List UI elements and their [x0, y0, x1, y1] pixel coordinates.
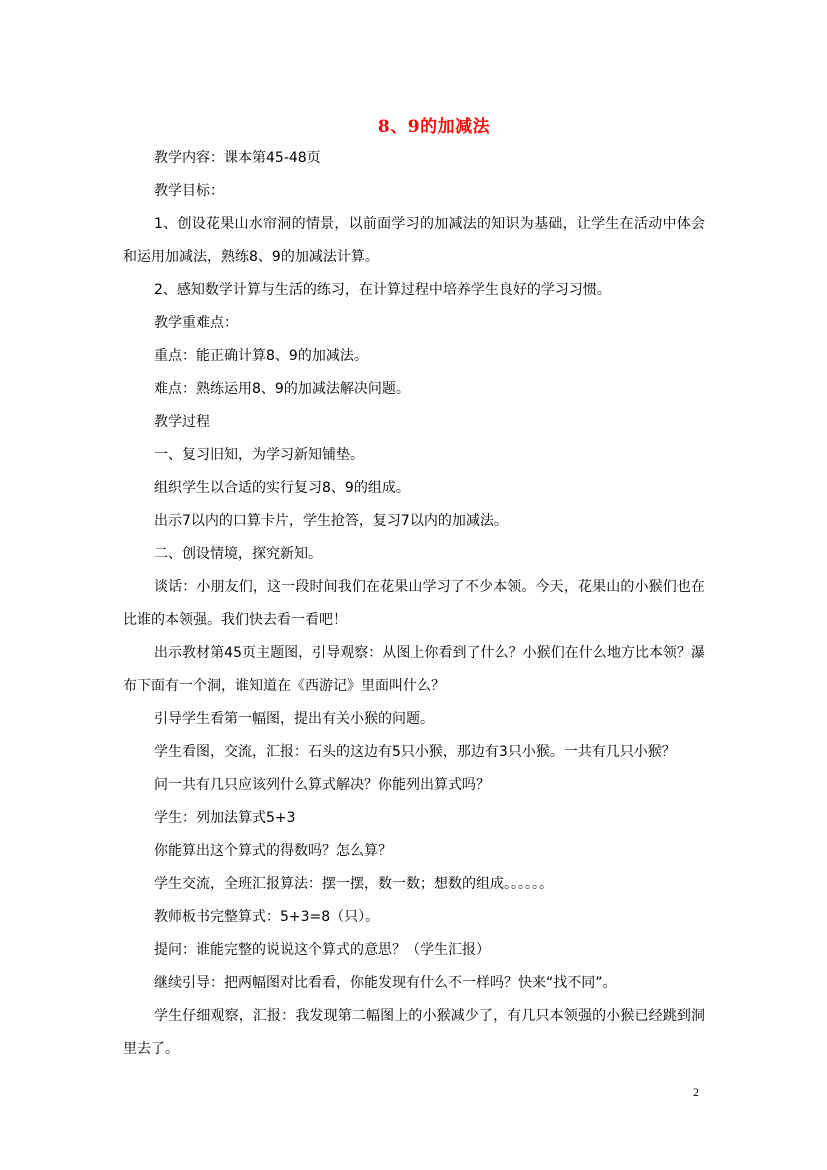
paragraph: 重点：能正确计算8、9的加减法。: [154, 348, 368, 364]
paragraph: 教学重难点：: [154, 315, 238, 331]
paragraph: 教学目标：: [154, 183, 224, 199]
page-number: 2: [693, 1085, 699, 1099]
paragraph: 教学过程: [154, 414, 210, 430]
paragraph: 你能算出这个算式的得数吗？怎么算？: [154, 843, 392, 859]
paragraph: 2、感知数学计算与生活的练习，在计算过程中培养学生良好的学习习惯。: [154, 282, 611, 298]
document-body: [123, 142, 705, 1066]
paragraph: 提问：谁能完整的说说这个算式的意思？（学生汇报）: [154, 942, 490, 958]
paragraph: 教师板书完整算式：5+3=8（只）。: [154, 909, 380, 925]
paragraph: 谈话：小朋友们，这一段时间我们在花果山学习了不少本领。今天，花果山的小猴们也在比谁的本领强。我们快去看一看吧！: [123, 579, 705, 628]
paragraph: 继续引导：把两幅图对比看看，你能发现有什么不一样吗？快来“找不同”。: [154, 975, 617, 991]
paragraph: 学生看图，交流，汇报：石头的这边有5只小猴，那边有3只小猴。一共有几只小猴？: [154, 744, 676, 760]
paragraph: 学生仔细观察，汇报：我发现第二幅图上的小猴减少了，有几只本领强的小猴已经跳到洞里去了。: [123, 1008, 705, 1057]
paragraph: 一、复习旧知，为学习新知铺垫。: [154, 447, 364, 463]
paragraph: 学生交流，全班汇报算法：摆一摆，数一数；想数的组成。。。。。。: [154, 876, 553, 892]
paragraph: 教学内容：课本第45-48页: [154, 150, 321, 166]
document-title: 8、9的加减法: [377, 117, 491, 137]
paragraph: 学生：列加法算式5+3: [154, 810, 296, 826]
paragraph: 难点：熟练运用8、9的加减法解决问题。: [154, 381, 410, 397]
paragraph: 1、创设花果山水帘洞的情景，以前面学习的加减法的知识为基础，让学生在活动中体会和运用加减法，熟练8、9的加减法计算。: [123, 216, 705, 265]
paragraph: 引导学生看第一幅图，提出有关小猴的问题。: [154, 711, 434, 727]
paragraph: 组织学生以合适的实行复习8、9的组成。: [154, 480, 410, 496]
paragraph: 问一共有几只应该列什么算式解决？你能列出算式吗？: [154, 777, 490, 793]
paragraph: 出示7以内的口算卡片，学生抢答，复习7以内的加减法。: [154, 513, 508, 529]
paragraph: 二、创设情境，探究新知。: [154, 546, 322, 562]
paragraph: 出示教材第45页主题图，引导观察：从图上你看到了什么？小猴们在什么地方比本领？瀑布下面有一个洞，谁知道在《西游记》里面叫什么？: [123, 645, 705, 694]
